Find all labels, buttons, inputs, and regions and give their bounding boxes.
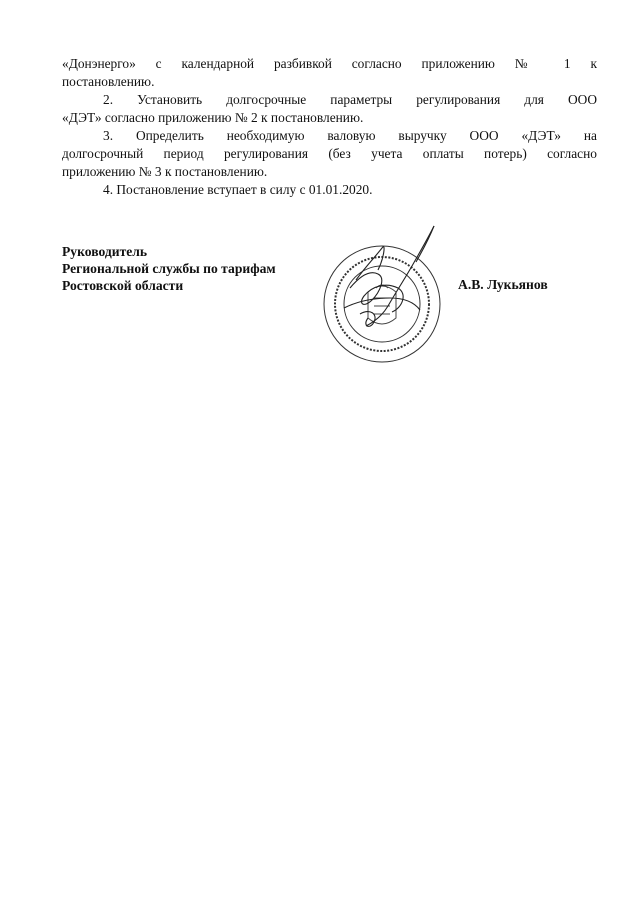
paragraph-4 xyxy=(62,181,597,199)
signer-position-line-2: Региональной службы по тарифам xyxy=(62,261,276,276)
paragraph-1 xyxy=(62,55,597,91)
paragraph-4-line-1: 4. Постановление вступает в силу с 01.01.2020. xyxy=(103,182,373,197)
seal-rings xyxy=(324,246,440,362)
signer-name: А.В. Лукьянов xyxy=(458,277,548,292)
paragraph-2 xyxy=(62,91,597,127)
paragraph-2-line-1: 2. Установить долгосрочные параметры регулирования для ООО xyxy=(103,92,597,107)
paragraph-3-line-3: приложению № 3 к постановлению. xyxy=(62,164,268,179)
paragraph-1-line-1: «Донэнерго» с календарной разбивкой согласно приложению № 1 к xyxy=(62,56,597,71)
signer-position xyxy=(62,243,276,294)
signer-position-line-3: Ростовской области xyxy=(62,278,184,293)
paragraph-1-line-2: постановлению. xyxy=(62,74,155,89)
paragraph-3 xyxy=(62,127,597,181)
signer-position-line-1: Руководитель xyxy=(62,244,148,259)
paragraph-2-line-2: «ДЭТ» согласно приложению № 2 к постановлению. xyxy=(62,110,364,125)
handwritten-signature-icon xyxy=(344,226,434,326)
paragraph-3-line-2: долгосрочный период регулирования (без учета оплаты потерь) согласно xyxy=(62,146,597,161)
paragraph-3-line-1: 3. Определить необходимую валовую выручку ООО «ДЭТ» на xyxy=(103,128,597,143)
coat-of-arms-icon xyxy=(368,285,396,324)
official-seal-icon xyxy=(316,218,451,368)
